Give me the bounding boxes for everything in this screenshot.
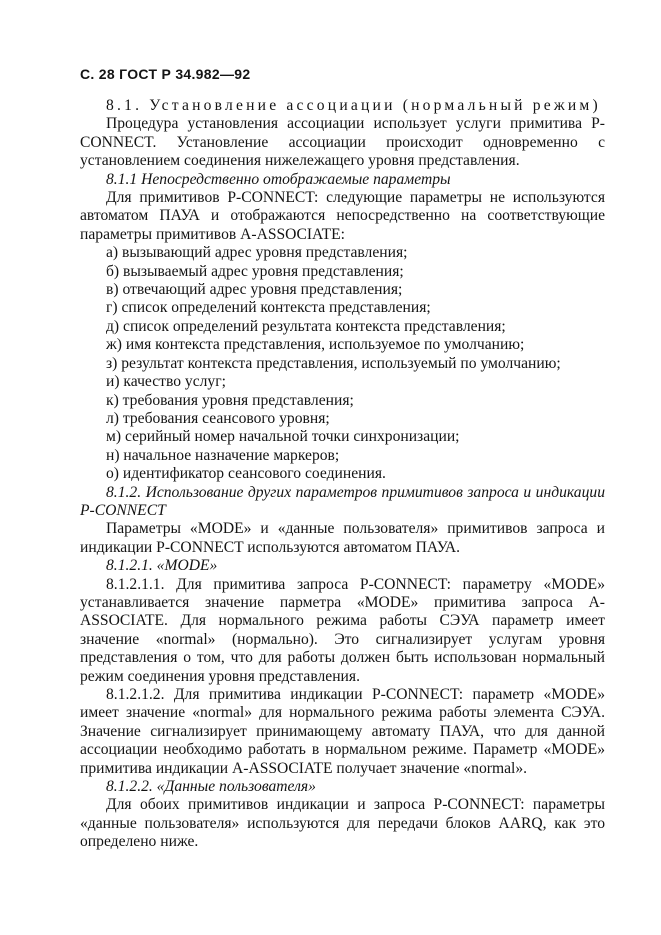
list-item: н) начальное назначение маркеров; — [106, 446, 340, 464]
subsection-8-1-2-title: 8.1.2. Использование других параметров примитивов запроса и индикации P-CONNECT — [80, 483, 605, 519]
list-item: о) идентификатор сеансового соединения. — [106, 465, 386, 483]
paragraph-4: 8.1.2.1.1. Для примитива запроса P-CONNECT: параметру «MODE» устанавливается значение парметра «MODE» примитива запроса A-ASSOCIATE. Для нормального режима работы СЭУА параметр имеет значение «normal» (нормально). Это сигнализирует услугам уровня представления о том, что для работы должен быть использован нормальный режим соединения уровня представления. — [80, 575, 605, 685]
paragraph-2: Для примитивов P-CONNECT: следующие параметры не используются автоматом ПАУА и отображаются непосредственно на соответствующие параметры примитивов A-ASSOCIATE: — [80, 189, 605, 243]
list-item: л) требования сеансового уровня; — [106, 409, 330, 427]
paragraph-1: Процедура установления ассоциации использует услуги примитива P-CONNECT. Установление ассоциации происходит одновременно с установлением соединения нижележащего уровня представления. — [80, 115, 605, 170]
paragraph-6: Для обоих примитивов индикации и запроса P-CONNECT: параметры «данные пользователя» используются для передачи блоков AARQ, как это определено ниже. — [80, 796, 605, 851]
paragraph-3: Параметры «MODE» и «данные пользователя» примитивов запроса и индикации P-CONNECT используются автоматом ПАУА. — [80, 520, 605, 556]
subsection-8-1-2-2-title: 8.1.2.2. «Данные пользователя» — [106, 778, 316, 796]
list-item: м) серийный номер начальной точки синхронизации; — [106, 428, 460, 446]
subsection-8-1-1-title: 8.1.1 Непосредственно отображаемые параметры — [106, 170, 451, 188]
paragraph-5: 8.1.2.1.2. Для примитива индикации P-CONNECT: параметр «MODE» имеет значение «normal» для нормального режима работы элемента СЭУА. Значение сигнализирует принимающему автомату ПАУА, что для данной ассоциации необходимо работать в нормальном режиме. Параметр «MODE» примитива индикации A-ASSOCIATE получает значение «normal». — [80, 686, 605, 777]
list-item: б) вызываемый адрес уровня представления; — [106, 262, 404, 280]
page-header: С. 28 ГОСТ Р 34.982—92 — [80, 66, 251, 82]
list-item: в) отвечающий адрес уровня представления; — [106, 281, 403, 299]
list-item: з) результат контекста представления, используемый по умолчанию; — [106, 354, 561, 372]
list-item: а) вызывающий адрес уровня представления; — [106, 244, 408, 262]
section-title: 8.1. Установление ассоциации (нормальный режим) — [106, 97, 601, 114]
list-item: г) список определений контекста представления; — [106, 299, 431, 317]
list-item: к) требования уровня представления; — [106, 391, 354, 409]
list-item: и) качество услуг; — [106, 373, 226, 391]
parameter-list — [80, 244, 605, 483]
document-body — [80, 97, 605, 852]
list-item: ж) имя контекста представления, используемое по умолчанию; — [106, 336, 525, 354]
list-item: д) список определений результата контекста представления; — [106, 317, 506, 335]
subsection-8-1-2-1-title: 8.1.2.1. «MODE» — [106, 557, 218, 575]
